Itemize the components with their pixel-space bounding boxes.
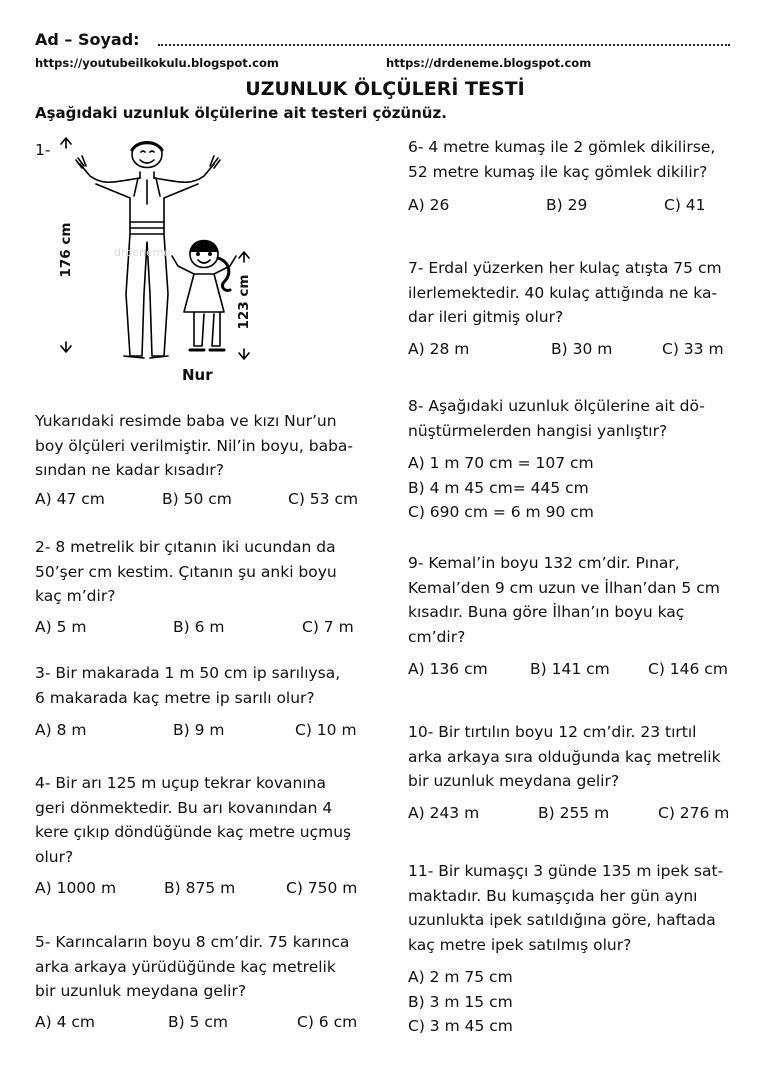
- question-5-text: 5- Karıncaların boyu 8 cm’dir. 75 karınca arka arkaya yürüdüğünde kaç metrelik bir uzunluk meydana gelir?: [35, 933, 350, 1000]
- watermark: drdeneme: [114, 246, 171, 259]
- question-1-number: 1-: [35, 141, 51, 159]
- question-9-text: 9- Kemal’in boyu 132 cm’dir. Pınar, Kemal’den 9 cm uzun ve İlhan’dan 5 cm kısadır. Buna göre İlhan’ın boyu kaç cm’dir?: [408, 554, 720, 646]
- girl-figure: [172, 241, 236, 351]
- url-left: https://youtubeilkokulu.blogspot.com: [35, 56, 279, 70]
- girl-height-label: 123 cm: [236, 274, 252, 330]
- question-10-option-b[interactable]: B) 255 m: [538, 804, 610, 822]
- question-7-text: 7- Erdal yüzerken her kulaç atışta 75 cm ilerlemektedir. 40 kulaç attığında ne ka- dar ileri gitmiş olur?: [408, 259, 722, 326]
- question-3-option-a[interactable]: A) 8 m: [35, 721, 87, 739]
- question-1-text: Yukarıdaki resimde baba ve kızı Nur’un boy ölçüleri verilmiştir. Nil’in boyu, baba- sından ne kadar kısadır?: [35, 412, 353, 479]
- question-4-option-b[interactable]: B) 875 m: [164, 879, 236, 897]
- question-8-option-a[interactable]: A) 1 m 70 cm = 107 cm: [408, 454, 594, 472]
- question-9-option-c[interactable]: C) 146 cm: [648, 660, 728, 678]
- instruction: Aşağıdaki uzunluk ölçülerine ait testeri çözünüz.: [35, 104, 447, 122]
- question-10-option-c[interactable]: C) 276 m: [658, 804, 730, 822]
- girl-name-label: Nur: [182, 366, 213, 384]
- question-11-option-b[interactable]: B) 3 m 15 cm: [408, 992, 513, 1011]
- question-6-option-b[interactable]: B) 29: [546, 196, 588, 214]
- question-9-option-a[interactable]: A) 136 cm: [408, 660, 488, 678]
- url-right: https://drdeneme.blogspot.com: [386, 56, 592, 70]
- question-8-text: 8- Aşağıdaki uzunluk ölçülerine ait dö- nüştürmelerden hangisi yanlıştır?: [408, 397, 705, 440]
- page-title: UZUNLUK ÖLÇÜLERİ TESTİ: [245, 78, 525, 100]
- question-8-options: [408, 451, 594, 525]
- question-4-option-c[interactable]: C) 750 m: [286, 879, 358, 897]
- question-9-option-b[interactable]: B) 141 cm: [530, 660, 610, 678]
- question-5-option-a[interactable]: A) 4 cm: [35, 1013, 95, 1031]
- question-1-option-c[interactable]: C) 53 cm: [288, 490, 359, 508]
- question-2-option-b[interactable]: B) 6 m: [173, 618, 225, 636]
- question-4-option-a[interactable]: A) 1000 m: [35, 879, 117, 897]
- question-3-text: 3- Bir makarada 1 m 50 cm ip sarılıysa, 6 makarada kaç metre ip sarılı olur?: [35, 664, 341, 707]
- question-7-option-a[interactable]: A) 28 m: [408, 340, 470, 358]
- question-4-text: 4- Bir arı 125 m uçup tekrar kovanına geri dönmektedir. Bu arı kovanından 4 kere çıkıp döndüğünde kaç metre uçmuş olur?: [35, 774, 352, 866]
- question-3-option-c[interactable]: C) 10 m: [295, 721, 357, 739]
- question-8-option-b[interactable]: B) 4 m 45 cm= 445 cm: [408, 478, 589, 497]
- question-2-option-c[interactable]: C) 7 m: [302, 618, 354, 636]
- question-2-text: 2- 8 metrelik bir çıtanın iki ucundan da 50’şer cm kestim. Çıtanın şu anki boyu kaç m’dir?: [35, 538, 337, 605]
- question-11-option-c[interactable]: C) 3 m 45 cm: [408, 1017, 513, 1035]
- name-label: Ad – Soyad:: [35, 30, 140, 49]
- question-11-option-a[interactable]: A) 2 m 75 cm: [408, 968, 513, 986]
- question-7-option-b[interactable]: B) 30 m: [551, 340, 613, 358]
- question-1-option-b[interactable]: B) 50 cm: [162, 490, 232, 508]
- question-6-option-c[interactable]: C) 41: [664, 196, 706, 214]
- question-11-options: [408, 965, 513, 1039]
- question-5-option-b[interactable]: B) 5 cm: [168, 1013, 229, 1031]
- question-3-option-b[interactable]: B) 9 m: [173, 721, 225, 739]
- question-2-option-a[interactable]: A) 5 m: [35, 618, 87, 636]
- question-6-text: 6- 4 metre kumaş ile 2 gömlek dikilirse, 52 metre kumaş ile kaç gömlek dikilir?: [408, 138, 716, 181]
- question-11-text: 11- Bir kumaşçı 3 günde 135 m ipek sat- maktadır. Bu kumaşçıda her gün aynı uzunlukta ipek satıldığına göre, haftada kaç metre ipek satılmış olur?: [408, 862, 724, 954]
- question-1-option-a[interactable]: A) 47 cm: [35, 490, 105, 508]
- height-figure: [34, 134, 364, 389]
- question-5-option-c[interactable]: C) 6 cm: [297, 1013, 358, 1031]
- name-line: [158, 44, 730, 46]
- question-10-text: 10- Bir tırtılın boyu 12 cm’dir. 23 tırtıl arka arkaya sıra olduğunda kaç metrelik bir uzunluk meydana gelir?: [408, 723, 721, 790]
- question-6-option-a[interactable]: A) 26: [408, 196, 450, 214]
- question-10-option-a[interactable]: A) 243 m: [408, 804, 480, 822]
- question-8-option-c[interactable]: C) 690 cm = 6 m 90 cm: [408, 503, 594, 521]
- father-height-label: 176 cm: [58, 222, 74, 278]
- question-7-option-c[interactable]: C) 33 m: [662, 340, 724, 358]
